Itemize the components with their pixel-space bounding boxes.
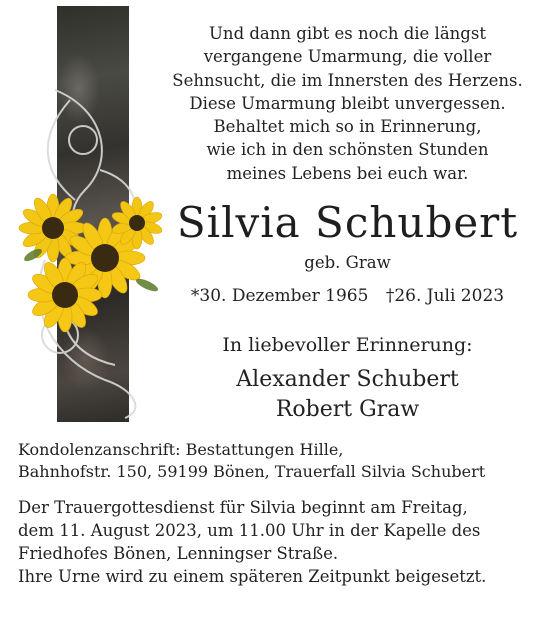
- condolence-line: Kondolenzanschrift: Bestattungen Hille,: [18, 440, 344, 459]
- service-line: Friedhofes Bönen, Lenningser Straße.: [18, 544, 339, 563]
- verse-line: wie ich in den schönsten Stunden: [206, 140, 489, 160]
- birth-date: *30. Dezember 1965: [190, 286, 369, 306]
- verse-line: Und dann gibt es noch die längst: [209, 24, 486, 43]
- sunflower-bouquet-image: [15, 80, 175, 420]
- life-dates: [160, 286, 535, 306]
- maiden-name: geb. Graw: [304, 253, 391, 272]
- condolence-address: [18, 439, 538, 483]
- service-line: dem 11. August 2023, um 11.00 Uhr in der Kapelle des: [18, 521, 481, 540]
- death-date: †26. Juli 2023: [385, 286, 505, 306]
- mourner-name: Alexander Schubert: [236, 367, 459, 392]
- deceased-name: Silvia Schubert: [176, 198, 519, 247]
- service-line: Der Trauergottesdienst für Silvia beginnt am Freitag,: [18, 498, 468, 517]
- memorial-verse: [160, 22, 535, 185]
- verse-line: meines Lebens bei euch war.: [226, 163, 469, 183]
- mourner-name: Robert Graw: [275, 397, 420, 422]
- funeral-service-info: [18, 496, 538, 588]
- verse-line: vergangene Umarmung, die voller: [203, 47, 492, 67]
- verse-line: Diese Umarmung bleibt unvergessen.: [189, 93, 506, 113]
- verse-line: Behaltet mich so in Erinnerung,: [213, 117, 482, 137]
- memory-heading: In liebevoller Erinnerung:: [222, 334, 473, 356]
- service-line: Ihre Urne wird zu einem späteren Zeitpunkt beigesetzt.: [18, 567, 487, 586]
- mourners-list: [160, 365, 535, 425]
- condolence-line: Bahnhofstr. 150, 59199 Bönen, Trauerfall Silvia Schubert: [18, 462, 486, 481]
- verse-line: Sehnsucht, die im Innersten des Herzens.: [172, 70, 523, 90]
